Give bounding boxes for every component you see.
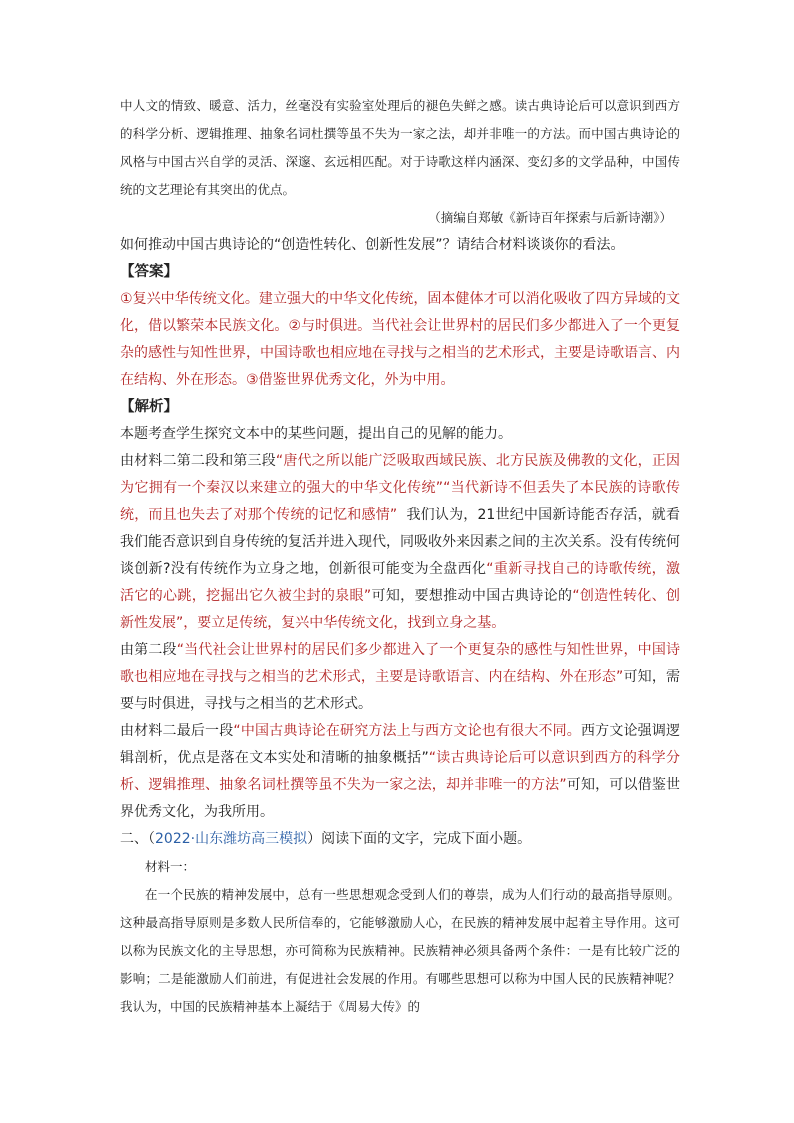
analysis-paragraph-1 [120, 448, 680, 637]
analysis-p1-text-d: ，要立足传统，复兴中华传统文化，找到立身之基。 [183, 615, 506, 631]
analysis-p2-text-a: 由第二段 [120, 642, 177, 658]
analysis-p1-quote-1: “唐代之所以能广泛吸取西域民族、北方民族及佛教的文化，正因为它拥有一个秦汉以来建立的强大的中华文化传统” [120, 453, 680, 496]
analysis-tag: 【解析】 [120, 399, 178, 415]
analysis-p1-quote-2: “当代新诗不但丢失了本民族的诗歌传统，而且也失去了对那个传统的记忆和感情” [120, 480, 680, 523]
analysis-p1-quote-3: “重新寻找自己的诗歌传统，激活它的心跳，挖掘出它久被尘封的泉眼” [120, 561, 680, 604]
answer-tag: 【答案】 [120, 264, 178, 280]
section2-source: 2022·山东潍坊高三模拟 [155, 831, 308, 847]
material-one-text: 在一个民族的精神发展中，总有一些思想观念受到人们的尊崇，成为人们行动的最高指导原则。这种最高指导原则是多数人民所信奉的，它能够激励人心，在民族的精神发展中起着主导作用。这可以称为民族文化的主导思想，亦可简称为民族精神。民族精神必须具备两个条件：一是有比较广泛的影响；二是能激励人们前进，有促进社会发展的作用。有哪些思想可以称为中国人民的民族精神呢？我认为，中国的民族精神基本上凝结于《周易大传》的 [120, 887, 680, 1014]
analysis-intro: 本题考查学生探究文本中的某些问题，提出自己的见解的能力。 [120, 426, 512, 442]
section2-heading [120, 826, 680, 853]
analysis-p1-text-b: 我们认为，21世纪中国新诗能否存活，就看我们能否意识到自身传统的复活并进入现代，同吸收外来因素之间的主次关系。没有传统何谈创新?没有传统作为立身之地，创新很可能变为全盘西化 [120, 507, 680, 577]
material-tail-paragraph: 中人文的情致、暖意、活力，丝毫没有实验室处理后的褪色失鲜之感。读古典诗论后可以意识到西方的科学分析、逻辑推理、抽象名词杜撰等虽不失为一家之法，却并非唯一的方法。而中国古典诗论的风格与中国古兴自学的灵活、深邃、玄远相匹配。对于诗歌这样内涵深、变幻多的文学品种，中国传统的文艺理论有其突出的优点。 [120, 98, 680, 197]
material-citation: （摘编自郑敏《新诗百年探索与后新诗潮》） [428, 210, 672, 225]
material-one-label: 材料一： [145, 859, 196, 874]
section2-rest: ）阅读下面的文字，完成下面小题。 [307, 831, 532, 847]
analysis-p1-quote-4: “创造性转化、创新性发展” [120, 588, 680, 631]
document-page [120, 92, 680, 1021]
analysis-p1-text-a: 由材料二第二段和第三段 [120, 453, 276, 469]
question-text: 如何推动中国古典诗论的“创造性转化、创新性发展”？请结合材料谈谈你的看法。 [120, 237, 625, 253]
answer-text: ①复兴中华传统文化。建立强大的中华文化传统，固本健体才可以消化吸收了四方异域的文化，借以繁荣本民族文化。②与时俱进。当代社会让世界村的居民们多少都进入了一个更复杂的感性与知性世界，中国诗歌也相应地在寻找与之相当的艺术形式，主要是诗歌语言、内在结构、外在形态。③借鉴世界优秀文化，外为中用。 [120, 291, 680, 388]
analysis-p3-quote-1: “中国古典诗论在研究方法上与西方文论也有很大不同。 [233, 723, 581, 739]
analysis-paragraph-3 [120, 718, 680, 826]
analysis-p2-quote-1: “当代社会让世界村的居民们多少都进入了一个更复杂的感性与知性世界，中国诗歌也相应地在寻找与之相当的艺术形式，主要是诗歌语言、内在结构、外在形态” [120, 642, 680, 685]
analysis-p3-text-a: 由材料二最后一段 [120, 723, 234, 739]
analysis-p3-quote-2: “读古典诗论后可以意识到西方的科学分析、逻辑推理、抽象名词杜撰等虽不失为一家之法，却并非唯一的方法” [120, 750, 680, 793]
analysis-p2-text-b: 可知，需要与时俱进，寻找与之相当的艺术形式。 [120, 669, 680, 712]
analysis-p3-text-b: 西方文论强调逻辑剖析，优点是落在文本实处和清晰的抽象概括” [120, 723, 681, 766]
analysis-p1-text-c: 可知，要想推动中国古典诗论的 [371, 588, 573, 604]
analysis-paragraph-2 [120, 637, 680, 718]
section2-lead: 二、（ [120, 831, 155, 847]
analysis-p3-text-c: 可知，可以借鉴世界优秀文化，为我所用。 [120, 777, 680, 820]
